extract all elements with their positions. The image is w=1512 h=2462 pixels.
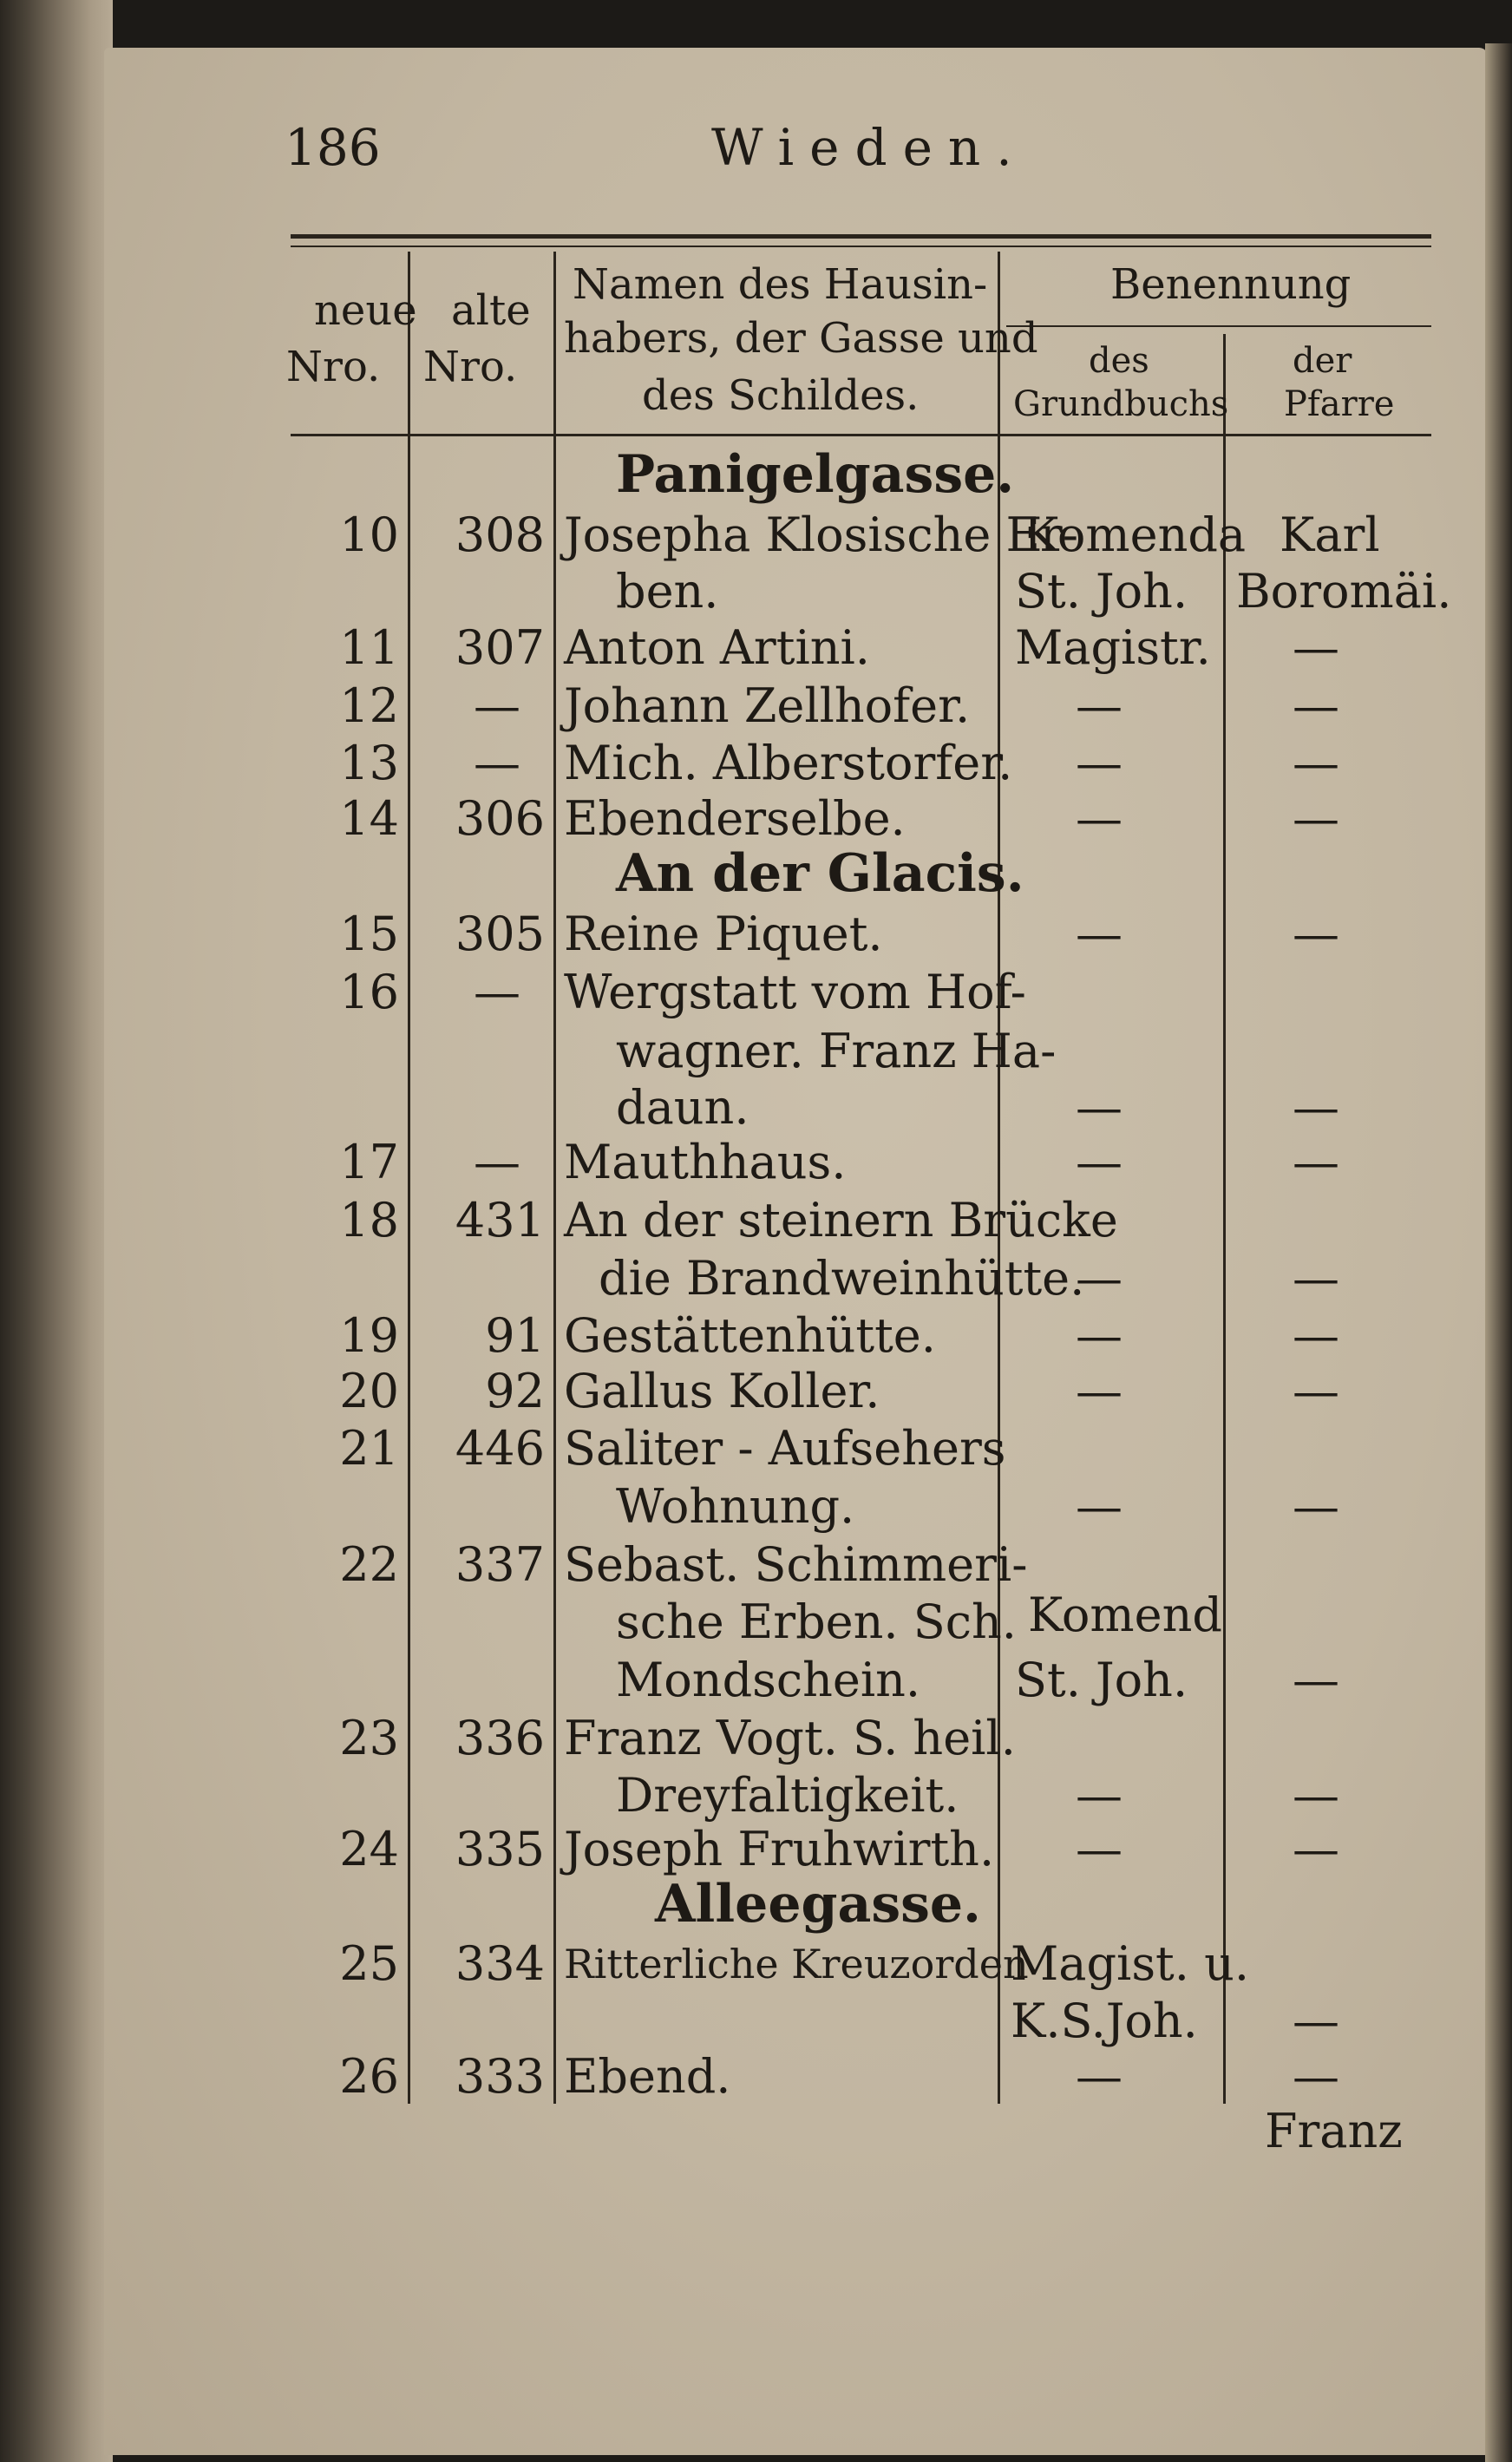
pfarre-entry: — bbox=[1293, 1135, 1339, 1189]
pfarre-entry: — bbox=[1293, 1653, 1339, 1707]
pfarre-entry: — bbox=[1293, 1479, 1339, 1534]
header-old-no-2: Nro. bbox=[423, 343, 518, 391]
new-number: 25 bbox=[339, 1936, 399, 1991]
column-line-2 bbox=[553, 252, 556, 2104]
old-number: 337 bbox=[455, 1537, 545, 1592]
grundbuch-entry: — bbox=[1076, 2049, 1123, 2104]
grundbuch-entry: — bbox=[1076, 1135, 1123, 1189]
new-number: 14 bbox=[339, 791, 399, 846]
owner-name: Reine Piquet. bbox=[564, 907, 883, 961]
old-number: — bbox=[474, 678, 520, 733]
old-number: 307 bbox=[455, 620, 545, 675]
header-pfarre-1: der bbox=[1293, 341, 1352, 381]
grundbuch-entry: — bbox=[1076, 736, 1123, 790]
header-new-no-2: Nro. bbox=[286, 343, 381, 391]
old-number: — bbox=[474, 1135, 520, 1189]
pfarre-entry: Karl bbox=[1280, 507, 1380, 562]
old-number: 431 bbox=[455, 1193, 545, 1247]
grundbuch-entry: — bbox=[1076, 1364, 1123, 1418]
grundbuch-entry: — bbox=[1076, 1080, 1123, 1135]
owner-name: Gallus Koller. bbox=[564, 1364, 880, 1418]
owner-name: wagner. Franz Ha- bbox=[616, 1024, 1057, 1078]
new-number: 19 bbox=[339, 1308, 399, 1363]
header-grundbuch-1: des bbox=[1089, 341, 1149, 381]
owner-name: Ebend. bbox=[564, 2049, 731, 2104]
grundbuch-entry: — bbox=[1076, 678, 1123, 733]
grundbuch-entry: Magistr. bbox=[1015, 620, 1211, 675]
new-number: 20 bbox=[339, 1364, 399, 1418]
street-heading: An der Glacis. bbox=[616, 843, 1024, 904]
pfarre-entry: — bbox=[1293, 736, 1339, 790]
top-rule-thin bbox=[291, 246, 1431, 247]
owner-name: Anton Artini. bbox=[564, 620, 870, 675]
old-number: 336 bbox=[455, 1711, 545, 1765]
header-pfarre-2: Pfarre bbox=[1284, 384, 1395, 424]
owner-name: Ritterliche Kreuzorden bbox=[564, 1941, 1029, 1987]
old-number: 333 bbox=[455, 2049, 545, 2104]
header-new-no-1: neue bbox=[314, 286, 417, 335]
grundbuch-entry: — bbox=[1076, 1251, 1123, 1306]
header-names-1: Namen des Hausin- bbox=[573, 260, 988, 309]
new-number: 26 bbox=[339, 2049, 399, 2104]
new-number: 11 bbox=[339, 620, 399, 675]
old-number: 335 bbox=[455, 1822, 545, 1876]
grundbuch-entry: — bbox=[1076, 907, 1123, 961]
old-number: 306 bbox=[455, 791, 545, 846]
old-number: 446 bbox=[455, 1421, 545, 1476]
book-spine bbox=[0, 0, 113, 2462]
new-number: 23 bbox=[339, 1711, 399, 1765]
pfarre-entry: — bbox=[1293, 1994, 1339, 2048]
header-names-3: des Schildes. bbox=[642, 371, 920, 420]
new-number: 17 bbox=[339, 1135, 399, 1189]
new-number: 13 bbox=[339, 736, 399, 790]
grundbuch-entry: K.S.Joh. bbox=[1011, 1994, 1198, 2048]
new-number: 12 bbox=[339, 678, 399, 733]
owner-name: die Brandweinhütte. bbox=[599, 1251, 1085, 1306]
owner-name: Sebast. Schimmeri- bbox=[564, 1537, 1028, 1592]
pfarre-entry: — bbox=[1293, 791, 1339, 846]
owner-name: Ebenderselbe. bbox=[564, 791, 906, 846]
owner-name: ben. bbox=[616, 564, 719, 619]
owner-name: Wohnung. bbox=[616, 1479, 855, 1534]
owner-name: Johann Zellhofer. bbox=[564, 678, 971, 733]
owner-name: Wergstatt vom Hof- bbox=[564, 965, 1026, 1019]
new-number: 18 bbox=[339, 1193, 399, 1247]
grundbuch-entry: — bbox=[1076, 791, 1123, 846]
header-old-no-1: alte bbox=[451, 286, 531, 335]
header-grundbuch-2: Grundbuchs bbox=[1013, 384, 1229, 424]
pfarre-entry: — bbox=[1293, 1364, 1339, 1418]
owner-name: Gestättenhütte. bbox=[564, 1308, 936, 1363]
pfarre-entry: Boromäi. bbox=[1236, 564, 1452, 619]
street-heading: Alleegasse. bbox=[655, 1874, 981, 1935]
owner-name: Saliter - Aufsehers bbox=[564, 1421, 1006, 1476]
owner-name: Franz Vogt. S. heil. bbox=[564, 1711, 1016, 1765]
owner-name: Mondschein. bbox=[616, 1653, 921, 1707]
pfarre-entry: — bbox=[1293, 1251, 1339, 1306]
new-number: 15 bbox=[339, 907, 399, 961]
old-number: — bbox=[474, 965, 520, 1019]
owner-name: Dreyfaltigkeit. bbox=[616, 1768, 959, 1823]
grundbuch-entry: Komend bbox=[1028, 1588, 1222, 1642]
column-line-1 bbox=[408, 252, 410, 2104]
owner-name: Joseph Fruhwirth. bbox=[564, 1822, 995, 1876]
old-number: 92 bbox=[485, 1364, 545, 1418]
pfarre-entry: — bbox=[1293, 1822, 1339, 1876]
pfarre-entry: — bbox=[1293, 1768, 1339, 1823]
owner-name: Josepha Klosische Er- bbox=[564, 507, 1078, 562]
owner-name: Mich. Alberstorfer. bbox=[564, 736, 1013, 790]
top-rule bbox=[291, 234, 1431, 239]
old-number: — bbox=[474, 736, 520, 790]
grundbuch-entry: St. Joh. bbox=[1015, 564, 1188, 619]
old-number: 308 bbox=[455, 507, 545, 562]
benennung-rule bbox=[1006, 325, 1431, 327]
owner-name: daun. bbox=[616, 1080, 749, 1135]
grundbuch-entry: — bbox=[1076, 1822, 1123, 1876]
grundbuch-entry: St. Joh. bbox=[1015, 1653, 1188, 1707]
street-heading: Panigelgasse. bbox=[616, 444, 1015, 505]
header-benennung: Benennung bbox=[1110, 260, 1352, 309]
grundbuch-entry: — bbox=[1076, 1308, 1123, 1363]
catchword: Franz bbox=[1265, 2104, 1403, 2158]
header-names-2: habers, der Gasse und bbox=[564, 314, 1038, 363]
owner-name: sche Erben. Sch. bbox=[616, 1594, 1017, 1649]
header-rule bbox=[291, 434, 1431, 436]
grundbuch-entry: Komenda bbox=[1024, 507, 1247, 562]
old-number: 91 bbox=[485, 1308, 545, 1363]
new-number: 22 bbox=[339, 1537, 399, 1592]
grundbuch-entry: Magist. u. bbox=[1011, 1936, 1250, 1991]
pfarre-entry: — bbox=[1293, 1308, 1339, 1363]
running-title: Wieden. bbox=[711, 118, 1028, 177]
page-number: 186 bbox=[285, 118, 381, 177]
new-number: 24 bbox=[339, 1822, 399, 1876]
pfarre-entry: — bbox=[1293, 2049, 1339, 2104]
new-number: 16 bbox=[339, 965, 399, 1019]
grundbuch-entry: — bbox=[1076, 1479, 1123, 1534]
pfarre-entry: — bbox=[1293, 620, 1339, 675]
grundbuch-entry: — bbox=[1076, 1768, 1123, 1823]
column-line-4 bbox=[1223, 334, 1226, 2104]
owner-name: An der steinern Brücke bbox=[564, 1193, 1118, 1247]
old-number: 305 bbox=[455, 907, 545, 961]
pfarre-entry: — bbox=[1293, 907, 1339, 961]
new-number: 21 bbox=[339, 1421, 399, 1476]
new-number: 10 bbox=[339, 507, 399, 562]
old-number: 334 bbox=[455, 1936, 545, 1991]
pfarre-entry: — bbox=[1293, 1080, 1339, 1135]
page-edge bbox=[1485, 43, 1512, 2462]
pfarre-entry: — bbox=[1293, 678, 1339, 733]
owner-name: Mauthhaus. bbox=[564, 1135, 847, 1189]
